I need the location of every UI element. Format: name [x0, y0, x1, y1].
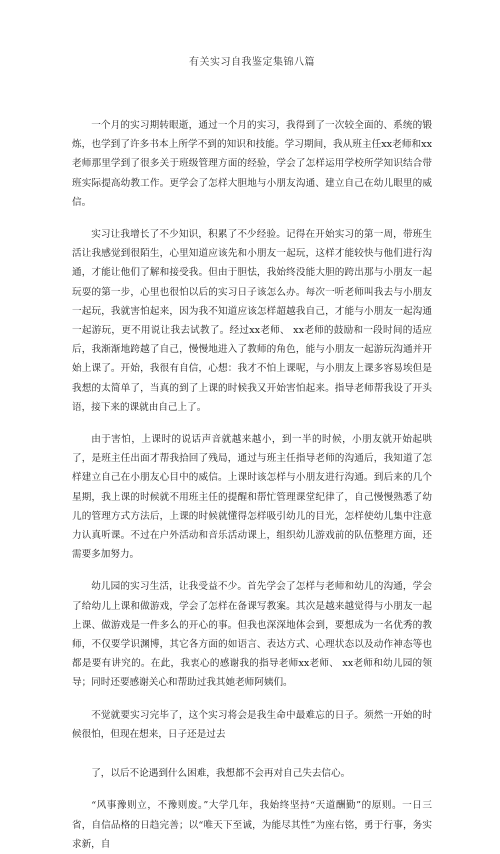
paragraph-1: 一个月的实习期转眼逝，通过一个月的实习，我得到了一次较全面的、系统的锻炼，也学到了许多书本上所学不到的知识和技能。学习期间，我从班主任xx老师和xx老师那里学到了很多关于班级管理方面的经验，学会了怎样运用学校所学知识结合带班实际提高幼教工作。更学会了怎样大胆地与小朋友沟通、建立自己在幼儿眼里的威信。 [72, 120, 432, 208]
paragraph-5: 不觉就要实习完毕了，这个实习将会是我生命中最难忘的日子。须然一开始的时候很怕，但现在想来，日子还是过去 [72, 709, 432, 740]
document-title: 有关实习自我鉴定集锦八篇 [189, 57, 315, 68]
document-body [72, 116, 432, 854]
paragraph-6: 了，以后不论遇到什么困难，我想都不会再对自己失去信心。 [91, 768, 351, 780]
paragraph-4: 幼儿园的实习生活，让我受益不少。首先学会了怎样与老师和幼儿的沟通，学会了给幼儿上课和做游戏，学会了怎样在备课写教案。其次是越来越觉得与小朋友一起上课、做游戏是一件多么的开心的事。但我也深深地体会到，要想成为一名优秀的教师，不仅要学识渊博，其它各方面的如语言、表达方式、心理状态以及动作神态等也都是要有讲究的。在此，我衷心的感谢我的指导老师xx老师、 xx老师和幼儿园的领导；同时还要感谢关心和帮助过我其她老师阿姨们。 [72, 581, 432, 689]
paragraph-2: 实习让我增长了不少知识，积累了不少经验。记得在开始实习的第一周，带班生活让我感觉到很陌生，心里知道应该先和小朋友一起玩，这样才能较快与他们进行沟通，才能让他们了解和接受我。但由于胆怯，我始终没能大胆的跨出那与小朋友一起玩耍的第一步，心里也很怕以后的实习日子该怎么办。每次一听老师叫我去与小朋友一起玩，我就害怕起来，因为我不知道应该怎样超越我自己，才能与小朋友一起沟通一起游玩，更不用说让我去试教了。经过xx老师、 xx老师的鼓励和一段时间的适应后，我渐渐地跨越了自己，慢慢地进入了教师的角色，能与小朋友一起游玩沟通并开始上课了。开始，我很有自信，心想：我才不怕上课呢，与小朋友上课多容易埃但是我想的太简单了，当真的到了上课的时候我又开始害怕起来。指导老师帮我设了开头语，接下来的课就由自己上了。 [72, 229, 432, 413]
paragraph-7: “风事豫则立，不豫则废。”大学几年，我始终坚持“天道酬勤”的原则。一日三省，自信品格的日趋完善；以“唯天下至诚，为能尽其性”为座右铭，勇于行事，务实求新，自 [72, 800, 432, 850]
paragraph-3: 由于害怕，上课时的说话声音就越来越小，到一半的时候，小朋友就开始起哄了，是班主任出面才帮我拾回了残局，通过与班主任指导老师的沟通后，我知道了怎样建立自己在小朋友心目中的威信。上课时该怎样与小朋友进行沟通。到后来的几个星期，我上课的时候就不用班主任的提醒和帮忙管理课堂纪律了，自己慢慢熟悉了幼儿的管理方式方法后，上课的时候就懂得怎样吸引幼儿的目光，怎样使幼儿集中注意力认真听课。不过在户外活动和音乐活动课上，组织幼儿游戏前的队伍整理方面，还需要多加努力。 [72, 434, 432, 561]
